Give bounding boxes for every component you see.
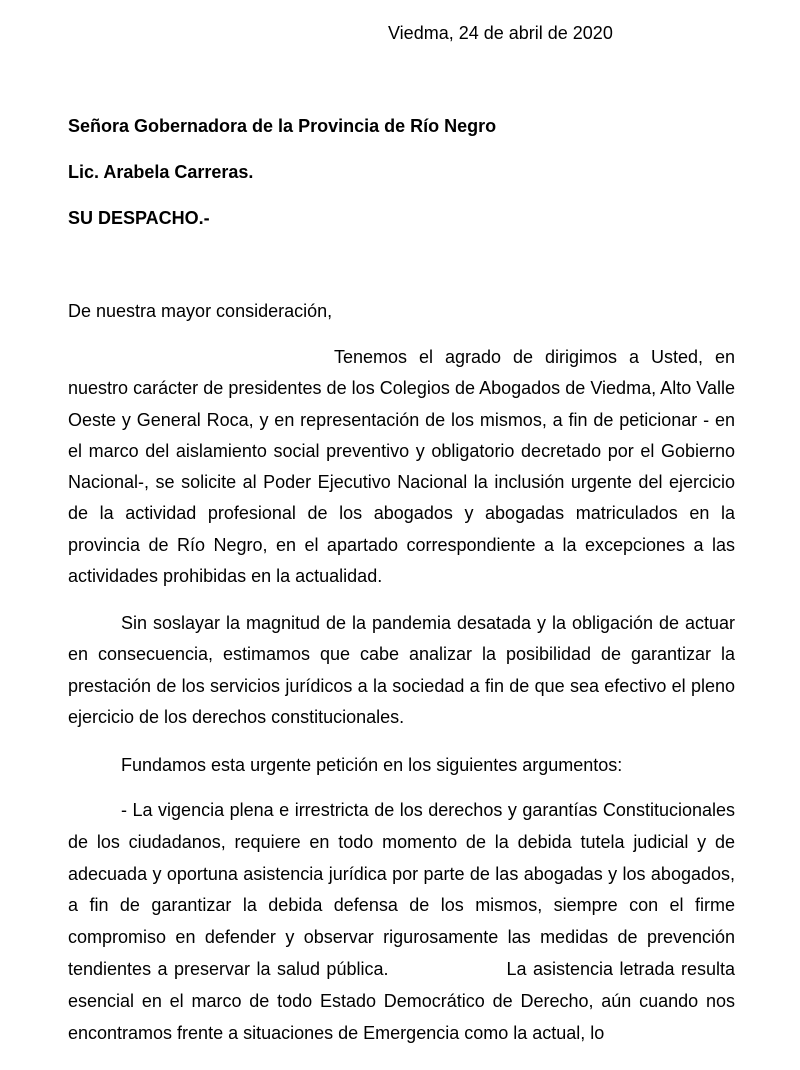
- paragraph-4-text: - La vigencia plena e irrestricta de los derechos y garantías Constitucionales de los ciudadanos, requiere en todo momento de la debida tutela judicial y de adecuada y oportuna asistencia jurídica por parte de las abogadas y los abogados, a fin de garantizar la debida defensa de los mismos, siempre con el firme compromiso en defender y observar rigurosamente las medidas de prevención tendientes a preservar la salud pública.: [68, 800, 735, 979]
- body-paragraph-1: Tenemos el agrado de dirigimos a Usted, en nuestro carácter de presidentes de los Colegios de Abogados de Viedma, Alto Valle Oeste y General Roca, y en representación de los mismos, a fin de peticionar - en el marco del aislamiento social preventivo y obligatorio decretado por el Gobierno Nacional-, se solicite al Poder Ejecutivo Nacional la inclusión urgente del ejercicio de la actividad profesional de los abogados y abogadas matriculados en la provincia de Río Negro, en el apartado correspondiente a la excepciones a las actividades prohibidas en la actualidad.: [68, 347, 735, 587]
- body-paragraph-3: Fundamos esta urgente petición en los siguientes argumentos:: [121, 755, 623, 775]
- body-paragraph-2: Sin soslayar la magnitud de la pandemia desatada y la obligación de actuar en consecuencia, estimamos que cabe analizar la posibilidad de garantizar la prestación de los servicios jurídicos a la sociedad a fin de que sea efectivo el pleno ejercicio de los derechos constitucionales.: [68, 613, 735, 727]
- letter-date: Viedma, 24 de abril de 2020: [388, 23, 613, 43]
- paragraph-4-continuation: La asistencia letrada resulta esencial en el marco de todo Estado Democrático de Derecho, aún cuando nos encontramos frente a situaciones de Emergencia como la actual, lo: [68, 958, 735, 1043]
- body-paragraph-4: [68, 795, 735, 1049]
- salutation: De nuestra mayor consideración,: [68, 301, 333, 321]
- recipient-name: Lic. Arabela Carreras.: [68, 162, 254, 182]
- recipient-title: Señora Gobernadora de la Provincia de Río Negro: [68, 116, 497, 136]
- recipient-office: SU DESPACHO.-: [68, 208, 210, 228]
